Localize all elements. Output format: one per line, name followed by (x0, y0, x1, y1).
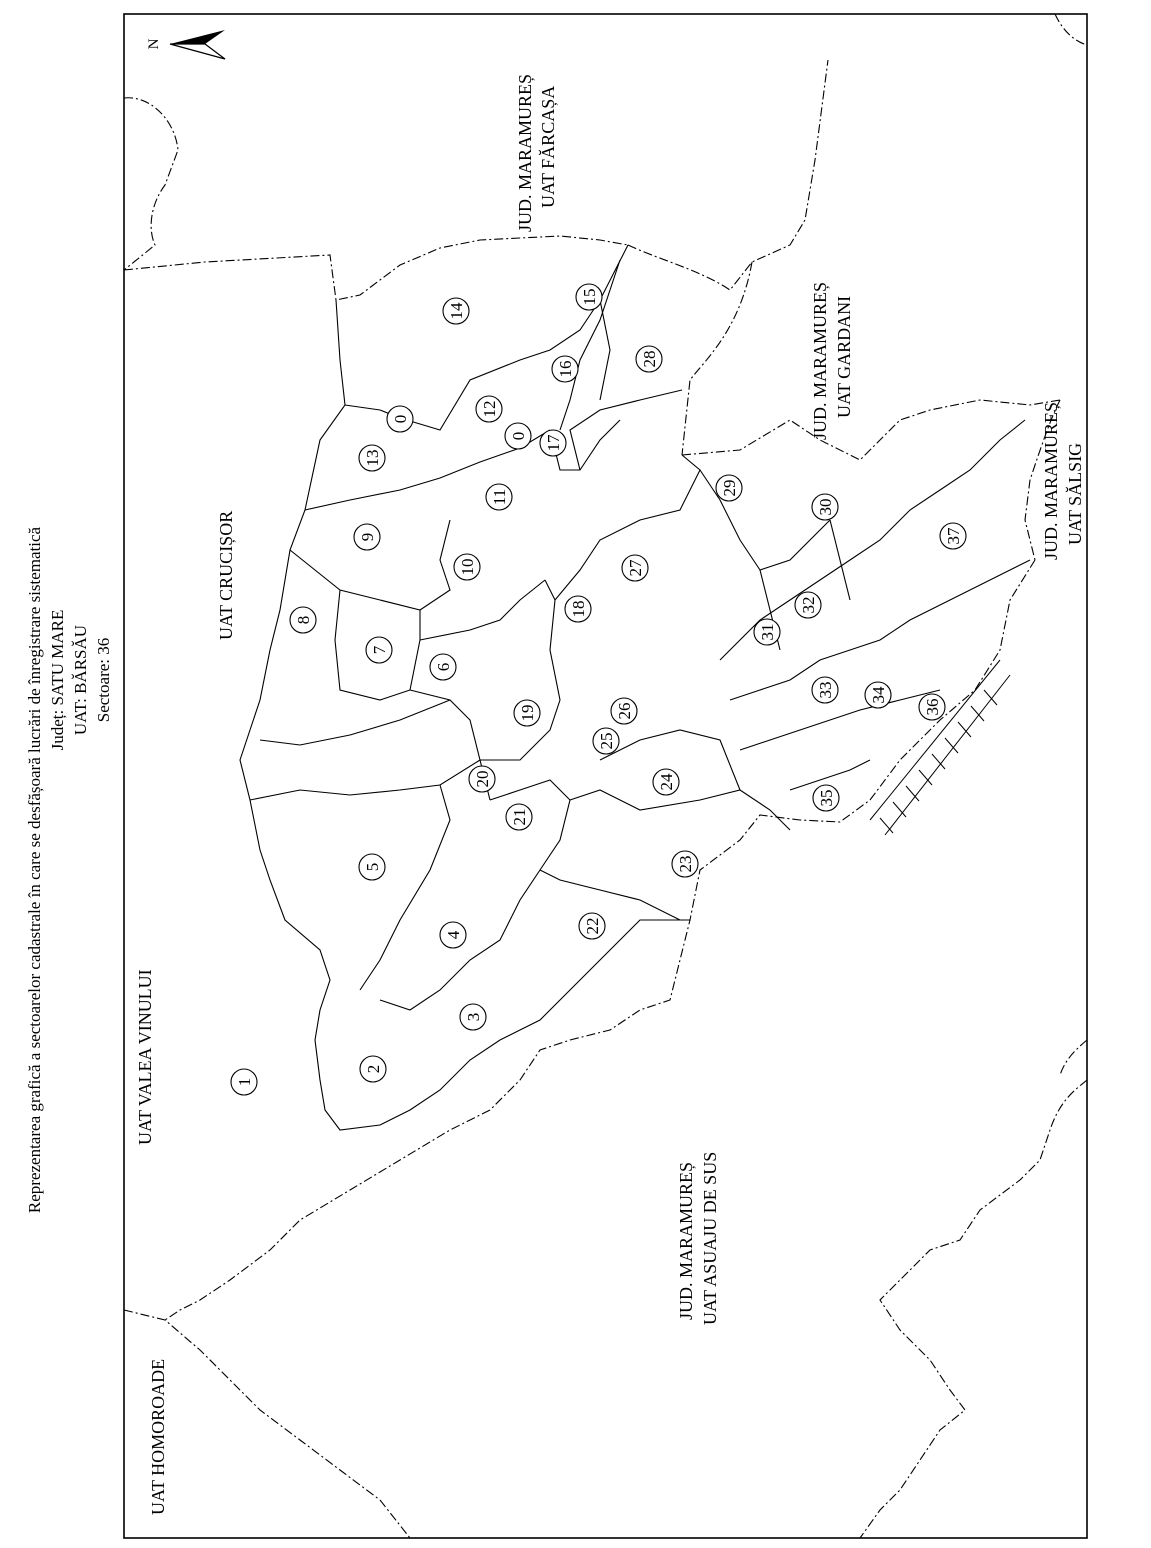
sector-number: 2 (364, 1064, 383, 1074)
sector-marker (919, 694, 945, 720)
title-block (25, 526, 113, 1213)
label-jud-farcasa: JUD. MARAMUREȘ (515, 73, 535, 232)
sector-number: 17 (544, 434, 563, 452)
sector-number: 25 (597, 732, 616, 750)
sector-number: 3 (464, 1012, 483, 1022)
sector-number: 31 (758, 623, 777, 641)
sector-number: 18 (569, 600, 588, 618)
neighbor-boundaries (124, 14, 1087, 1538)
sector-number: 15 (580, 288, 599, 306)
sector-marker (540, 430, 566, 456)
sector-marker (360, 1056, 386, 1082)
sector-number: 19 (518, 704, 537, 722)
sector-number: 36 (923, 698, 942, 716)
sector-number: 32 (799, 596, 818, 614)
sector-marker (565, 596, 591, 622)
uat-label: UAT: BĂRSĂU (71, 624, 90, 736)
sector-marker (795, 592, 821, 618)
sector-marker (514, 700, 540, 726)
sector-number: 21 (510, 808, 529, 826)
map-title: Reprezentarea grafică a sectoarelor cadastrale în care se desfășoară lucrări de înregistrare sistematică (25, 526, 44, 1214)
label-uat-asuaju: UAT ASUAJU DE SUS (700, 1151, 720, 1325)
sector-marker (506, 804, 532, 830)
sector-number: 5 (363, 862, 382, 872)
label-uat-crucisor: UAT CRUCIȘOR (216, 510, 236, 640)
sector-number: 22 (583, 917, 602, 935)
sector-marker (366, 637, 392, 663)
sector-marker (505, 423, 531, 449)
sector-number: 28 (640, 350, 659, 368)
sector-marker (812, 494, 838, 520)
sectors-count-label: Sectoare: 36 (94, 637, 113, 723)
sector-marker (622, 555, 648, 581)
sector-marker (940, 523, 966, 549)
sector-number: 23 (676, 855, 695, 873)
map-frame (124, 14, 1087, 1538)
sector-marker (354, 524, 380, 550)
sector-marker (576, 284, 602, 310)
sector-number: 14 (447, 302, 466, 320)
sector-number: 20 (473, 770, 492, 788)
sector-number: 6 (434, 662, 453, 672)
label-jud-asuaju: JUD. MARAMUREȘ (676, 1161, 696, 1320)
sector-marker (476, 396, 502, 422)
sector-number: 24 (657, 773, 676, 791)
sector-number: 27 (626, 559, 645, 577)
sector-boundaries (240, 245, 1030, 1130)
label-uat-gardani: UAT GARDANI (834, 295, 854, 418)
sector-marker (443, 298, 469, 324)
sector-number: 1 (235, 1077, 254, 1087)
sector-marker (653, 769, 679, 795)
label-uat-salsig: UAT SĂLSIG (1065, 442, 1085, 545)
sector-number: 13 (363, 449, 382, 467)
sector-markers (231, 281, 966, 1095)
sector-marker (754, 619, 780, 645)
label-uat-farcasa: UAT FĂRCAȘA (538, 85, 558, 208)
sector-number: 9 (358, 532, 377, 542)
label-jud-gardani: JUD. MARAMUREȘ (810, 281, 830, 440)
sector-marker (812, 677, 838, 703)
sector-marker (552, 356, 578, 382)
sector-marker (231, 1069, 257, 1095)
sector-marker (469, 766, 495, 792)
sector-marker (813, 785, 839, 811)
sector-number: 0 (509, 431, 528, 441)
sector-number: 30 (816, 498, 835, 516)
sector-number: 7 (370, 645, 389, 655)
sector-number: 34 (869, 686, 888, 704)
sector-number: 11 (490, 488, 509, 506)
label-uat-homoroade: UAT HOMOROADE (148, 1358, 168, 1515)
sector-marker (672, 851, 698, 877)
sector-number: 35 (817, 789, 836, 807)
sector-marker (460, 1004, 486, 1030)
hatched-strip (870, 660, 1010, 835)
sector-marker (430, 654, 456, 680)
sector-marker (611, 698, 637, 724)
county-label: Județ: SATU MARE (48, 609, 67, 751)
sector-number: 37 (944, 527, 963, 545)
sector-number: 33 (816, 681, 835, 699)
sector-number: 10 (458, 558, 477, 576)
sector-number: 26 (615, 702, 634, 720)
label-jud-salsig: JUD. MARAMUREȘ (1041, 401, 1061, 560)
sector-marker (290, 607, 316, 633)
label-uat-valea-vinului: UAT VALEA VINULUI (135, 969, 155, 1145)
sector-number: 12 (480, 400, 499, 418)
sector-number: 4 (444, 930, 463, 940)
sector-marker (865, 682, 891, 708)
sector-number: 0 (391, 414, 410, 424)
sector-number: 16 (556, 360, 575, 378)
north-arrow-icon (146, 30, 225, 59)
sector-number: 8 (294, 615, 313, 625)
sector-marker (454, 554, 480, 580)
sector-marker (387, 406, 413, 432)
sector-marker (636, 346, 662, 372)
sector-number: 29 (720, 479, 739, 497)
sector-marker (359, 445, 385, 471)
sector-marker (579, 913, 605, 939)
sector-marker (359, 854, 385, 880)
sector-marker (716, 475, 742, 501)
north-label: N (146, 38, 162, 50)
sector-marker (593, 728, 619, 754)
sector-marker (486, 484, 512, 510)
sector-marker (440, 922, 466, 948)
